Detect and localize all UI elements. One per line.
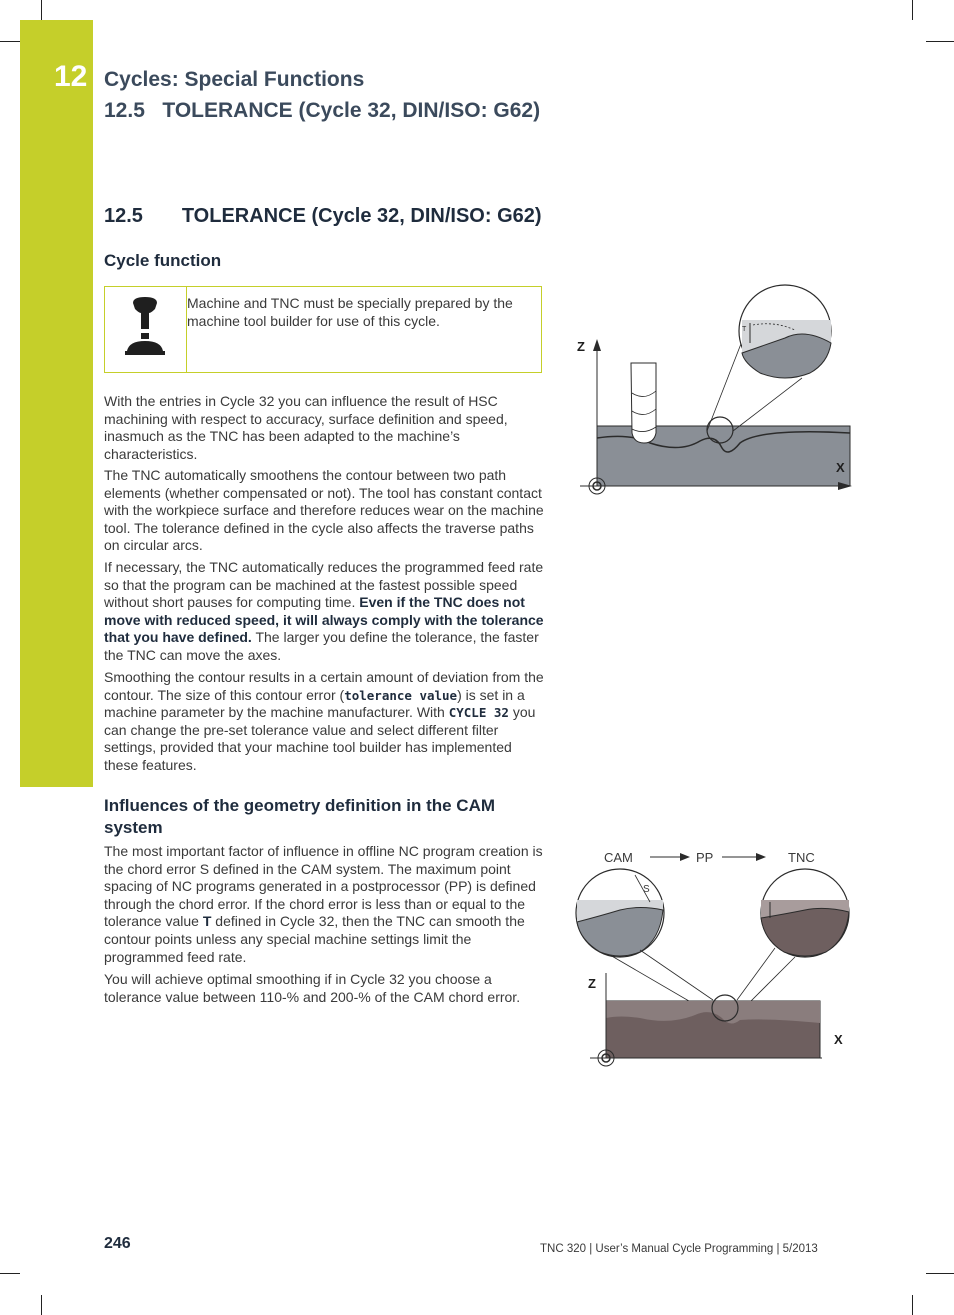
tolerance-figure (570, 283, 860, 503)
machine-note-text: Machine and TNC must be specially prepared by the machine tool builder for use of this cycle. (187, 295, 513, 329)
crop-mark (912, 1295, 913, 1315)
paragraph: The TNC automatically smoothens the contour between two path elements (whether compensated or not). The tool has constant contact with the workpiece surface and therefore reduces wear on the machine tool. The tolerance defined in the cycle also affects the traverse paths on circular arcs. (104, 467, 544, 554)
machine-warning-icon (117, 295, 177, 365)
cam-pp-tnc-figure (570, 840, 870, 1080)
crop-mark (0, 41, 20, 42)
paragraph (104, 669, 544, 775)
crop-mark (41, 1295, 42, 1315)
influences-heading: Influences of the geometry definition in the CAM system (104, 796, 496, 837)
crop-mark (926, 41, 954, 42)
chapter-number: 12 (54, 60, 88, 93)
cycle-function-heading: Cycle function (104, 251, 222, 270)
text-run: ) is set in a machine parameter by the machine manufacturer. With (104, 686, 525, 721)
page-number: 246 (104, 1235, 131, 1252)
chapter-side-bar (20, 20, 93, 787)
bold-text: Even if the TNC does not move with reduced speed, it will always comply with the tolerance that you have defined. (104, 594, 544, 646)
crop-mark (926, 1273, 954, 1274)
text-run: The larger you define the tolerance, the faster the TNC can move the axes. (104, 629, 539, 663)
crop-mark (0, 1273, 20, 1274)
axis-x-label: X (836, 460, 845, 475)
label-cam: CAM (604, 850, 633, 865)
axis-z-label: Z (588, 976, 596, 991)
axis-z-label: Z (577, 339, 585, 354)
label-tnc: TNC (788, 850, 815, 865)
running-section-title: 12.5 TOLERANCE (Cycle 32, DIN/ISO: G62) (104, 99, 541, 122)
code-text: tolerance value (344, 687, 458, 703)
bold-text: T (202, 913, 212, 930)
text-run: you can change the pre-set tolerance value and select different filter settings, provided that your machine tool builder has implemented these features. (104, 704, 536, 773)
label-t: T (742, 326, 747, 333)
paragraph (104, 843, 544, 966)
text-run: The most important factor of influence in offline NC program creation is the chord error S defined in the CAM system. The maximum point spacing of NC programs generated in a postprocessor (PP) is defined through the chord error. If the chord error is less than or equal to the tolerance value (104, 843, 543, 930)
text-run: If necessary, the TNC automatically reduces the programmed feed rate so that the program can be machined at the fastest possible speed without short pauses for computing time. (104, 559, 544, 611)
text-run: defined in Cycle 32, then the TNC can smooth the contour points unless any special machine settings limit the programmed feed rate. (104, 913, 525, 965)
crop-mark (912, 0, 913, 20)
label-pp: PP (696, 850, 714, 865)
section-title: 12.5 TOLERANCE (Cycle 32, DIN/ISO: G62) (104, 205, 542, 227)
footer-text: TNC 320 | User’s Manual Cycle Programming | 5/2013 (540, 1243, 818, 1255)
running-chapter-title: Cycles: Special Functions (104, 68, 365, 91)
text-run: Smoothing the contour results in a certain amount of deviation from the contour. The size of this contour error ( (104, 669, 544, 703)
label-s: S (643, 884, 650, 895)
code-text: CYCLE 32 (448, 705, 509, 721)
paragraph (104, 559, 544, 665)
crop-mark (41, 0, 42, 20)
axis-x-label: X (834, 1032, 843, 1047)
paragraph: With the entries in Cycle 32 you can influence the result of HSC machining with respect to accuracy, surface definition and speed, inasmuch as the TNC has been adapted to the machine’s characteristics. (104, 393, 508, 462)
paragraph: You will achieve optimal smoothing if in Cycle 32 you choose a tolerance value between 110-% and 200-% of the CAM chord error. (104, 971, 521, 1005)
